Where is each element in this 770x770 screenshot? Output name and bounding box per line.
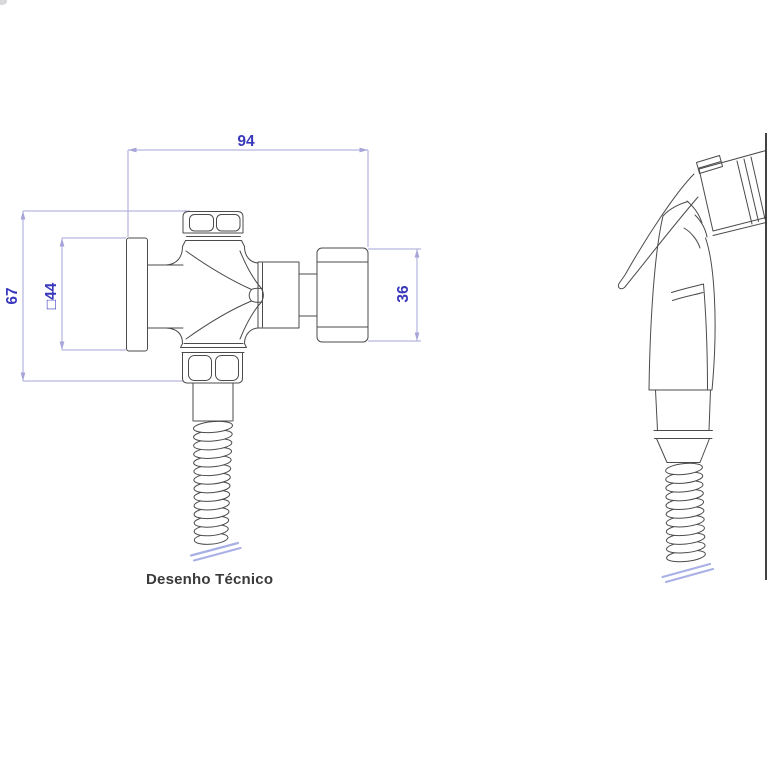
dimension-width-label: 94 <box>237 133 255 150</box>
drawing-caption: Desenho Técnico <box>146 571 274 588</box>
diverter-knob <box>317 248 368 342</box>
dimension-lines <box>23 150 421 381</box>
knob-neck <box>299 274 317 316</box>
dimension-94-lines <box>128 150 368 247</box>
dimension-labels <box>4 133 412 309</box>
dimension-flange-square-label: □44 <box>43 282 60 310</box>
outlet-tube <box>193 383 233 421</box>
sprayer-hose-break-line <box>663 564 714 582</box>
sprayer-head <box>699 151 766 236</box>
dimension-44-lines <box>62 238 126 350</box>
sprayer-clip <box>697 156 723 174</box>
bottom-hex-nut <box>181 344 247 384</box>
sprayer-hose <box>665 462 706 564</box>
sprayer-connector <box>654 390 713 463</box>
valve-cylinder <box>258 262 299 328</box>
top-hex-cap <box>183 212 245 247</box>
wall-flange <box>127 238 148 351</box>
valve-body <box>166 247 263 344</box>
dimension-arrows <box>21 148 420 381</box>
sprayer-pivot-detail <box>684 201 707 248</box>
inlet-pipe <box>148 265 184 328</box>
valve-front-view <box>127 212 369 546</box>
sprayer-trigger <box>618 174 698 289</box>
valve-hose-break-line <box>191 543 241 561</box>
dimension-knob-label: 36 <box>395 285 412 303</box>
sprayer-side-view <box>618 151 766 564</box>
valve-hose <box>193 420 233 546</box>
dimension-height-label: 67 <box>4 287 21 305</box>
